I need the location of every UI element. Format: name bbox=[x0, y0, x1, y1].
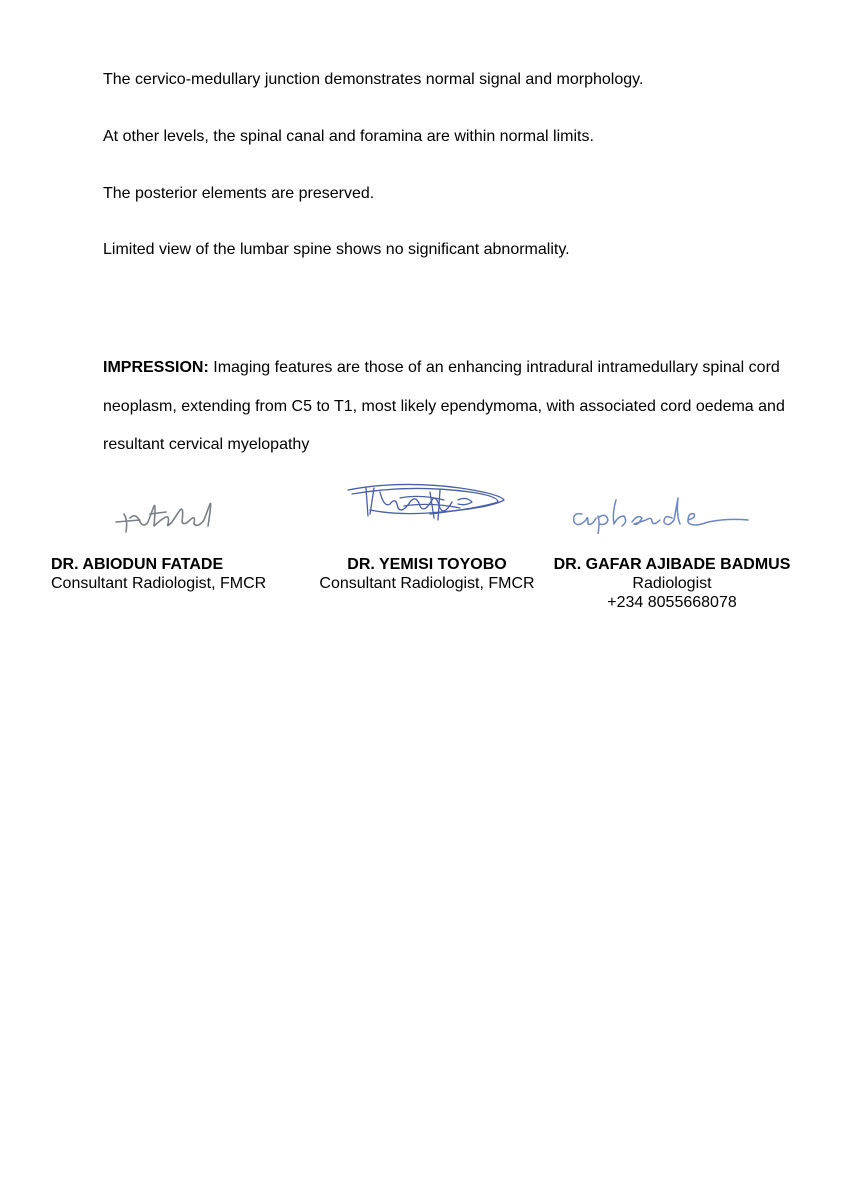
impression-text: Imaging features are those of an enhancing intradural intramedullary spinal cord neoplasm, extending from C5 to T1, most likely ependymoma, with associated cord oedema and resultant cervical myelopathy bbox=[103, 359, 785, 453]
signatory-name: DR. GAFAR AJIBADE BADMUS bbox=[553, 556, 791, 573]
impression-label: IMPRESSION: bbox=[103, 359, 209, 376]
signature-fatade-image bbox=[110, 492, 220, 537]
signatory-name: DR. YEMISI TOYOBO bbox=[347, 556, 507, 573]
finding-posterior-elements: The posterior elements are preserved. bbox=[103, 185, 375, 202]
signatory-fatade bbox=[51, 555, 266, 593]
finding-lumbar-spine: Limited view of the lumbar spine shows no significant abnormality. bbox=[103, 241, 570, 258]
signature-ajibade-image bbox=[568, 492, 768, 534]
signatory-title: Consultant Radiologist, FMCR bbox=[319, 575, 535, 592]
signature-toyobo-image bbox=[340, 478, 510, 528]
finding-cervico-medullary: The cervico-medullary junction demonstrates normal signal and morphology. bbox=[103, 71, 644, 88]
impression-paragraph bbox=[103, 349, 803, 465]
signatory-title: Radiologist bbox=[632, 575, 712, 592]
signatory-toyobo bbox=[311, 555, 543, 593]
signatory-title: Consultant Radiologist, FMCR bbox=[51, 575, 267, 592]
signatory-badmus bbox=[543, 555, 801, 612]
signatory-name: DR. ABIODUN FATADE bbox=[51, 556, 224, 573]
finding-spinal-canal: At other levels, the spinal canal and foramina are within normal limits. bbox=[103, 128, 594, 145]
signatory-phone: +234 8055668078 bbox=[607, 594, 737, 611]
